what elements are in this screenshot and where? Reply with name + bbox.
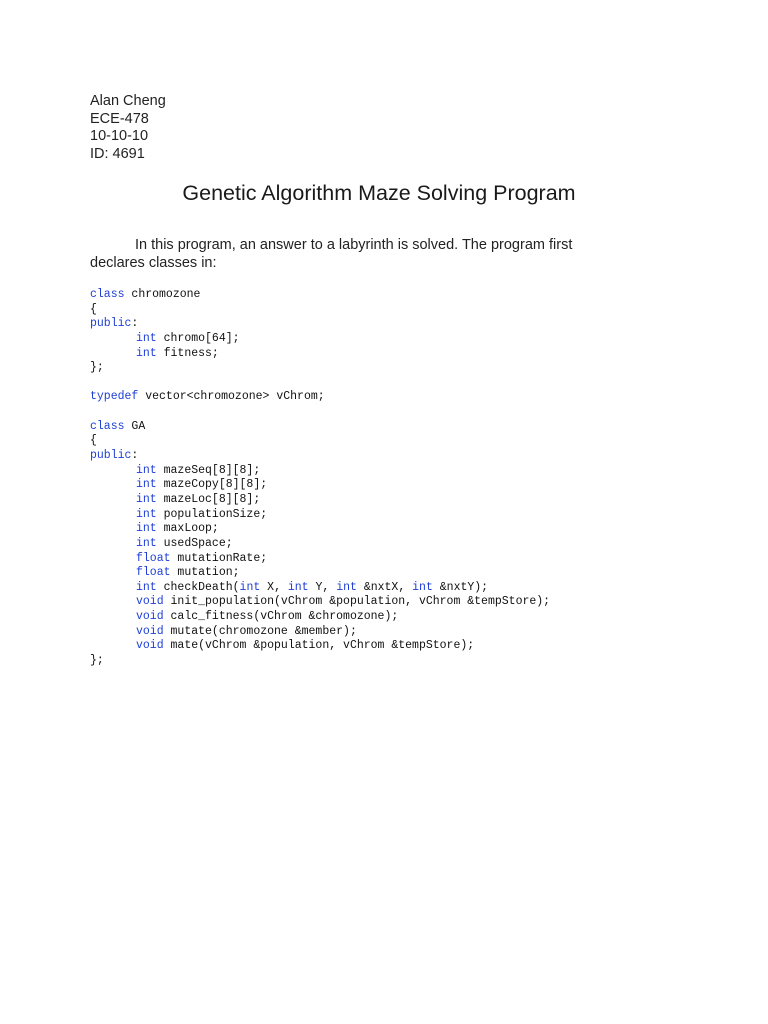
code-text: &nxtY); xyxy=(432,580,489,594)
code-keyword: public xyxy=(90,317,132,331)
code-line xyxy=(90,288,550,303)
code-keyword: float xyxy=(136,551,171,565)
code-line xyxy=(90,361,550,376)
code-keyword: int xyxy=(136,463,157,477)
code-text: { xyxy=(90,302,97,316)
code-keyword: void xyxy=(136,595,164,609)
intro-line-1: In this program, an answer to a labyrinth is solved. The program first xyxy=(135,237,573,253)
code-line xyxy=(90,390,550,405)
code-keyword: int xyxy=(136,331,157,345)
code-line xyxy=(90,654,550,669)
code-keyword: int xyxy=(136,580,157,594)
code-keyword: int xyxy=(136,522,157,536)
code-listing xyxy=(90,288,550,669)
document-title: Genetic Algorithm Maze Solving Program xyxy=(182,181,576,205)
code-text: }; xyxy=(90,361,104,375)
course-code: ECE-478 xyxy=(90,110,149,127)
code-text: }; xyxy=(90,654,104,668)
code-text: { xyxy=(90,434,97,448)
code-line xyxy=(90,522,550,537)
code-keyword: float xyxy=(136,566,171,580)
intro-line-2: declares classes in: xyxy=(90,255,217,271)
code-keyword: int xyxy=(136,492,157,506)
code-line xyxy=(90,332,550,347)
code-text: chromo[64]; xyxy=(156,331,240,345)
code-line xyxy=(90,317,550,332)
code-text: mazeCopy[8][8]; xyxy=(156,478,268,492)
code-line xyxy=(90,376,550,391)
code-text: : xyxy=(131,317,139,331)
code-line xyxy=(90,434,550,449)
code-text: mazeSeq[8][8]; xyxy=(156,463,261,477)
code-text: mate(vChrom &population, vChrom &tempStore); xyxy=(163,639,475,653)
code-text: &nxtX, xyxy=(356,580,413,594)
code-line xyxy=(90,449,550,464)
code-text: chromozone xyxy=(124,288,201,301)
code-text: populationSize; xyxy=(156,507,268,521)
code-line xyxy=(90,537,550,552)
code-keyword: void xyxy=(136,610,164,624)
code-text: calc_fitness(vChrom &chromozone); xyxy=(163,610,399,624)
code-line xyxy=(90,303,550,318)
code-line xyxy=(90,420,550,435)
author-name: Alan Cheng xyxy=(90,93,166,109)
author-header xyxy=(90,93,166,163)
student-id: ID: 4691 xyxy=(90,145,145,162)
code-keyword: public xyxy=(90,449,132,463)
code-text: checkDeath( xyxy=(156,580,240,594)
code-line xyxy=(90,347,550,362)
code-line xyxy=(90,464,550,479)
code-text: mutationRate; xyxy=(170,551,268,565)
code-line xyxy=(90,610,550,625)
code-text: X, xyxy=(260,580,288,594)
code-line xyxy=(90,508,550,523)
code-keyword: int xyxy=(239,580,261,594)
code-text: : xyxy=(131,449,139,463)
code-keyword: int xyxy=(412,580,433,594)
code-keyword: int xyxy=(136,536,157,550)
code-keyword: class xyxy=(90,288,125,301)
code-text: mazeLoc[8][8]; xyxy=(156,492,261,506)
code-line xyxy=(90,581,550,596)
code-text: GA xyxy=(124,419,146,433)
code-text: mutate(chromozone &member); xyxy=(163,624,357,638)
code-text: mutation; xyxy=(170,566,240,580)
code-keyword: typedef xyxy=(90,390,139,404)
code-text: maxLoop; xyxy=(156,522,219,536)
code-keyword: void xyxy=(136,639,164,653)
code-line xyxy=(90,405,550,420)
code-text: fitness; xyxy=(156,346,219,360)
code-keyword: void xyxy=(136,624,164,638)
code-keyword: class xyxy=(90,419,125,433)
code-line xyxy=(90,566,550,581)
code-text: usedSpace; xyxy=(156,536,233,550)
code-keyword: int xyxy=(336,580,357,594)
code-line xyxy=(90,625,550,640)
code-line xyxy=(90,595,550,610)
document-date: 10-10-10 xyxy=(90,128,149,144)
code-keyword: int xyxy=(136,478,157,492)
code-keyword: int xyxy=(136,346,157,360)
code-line xyxy=(90,552,550,567)
code-text: Y, xyxy=(308,580,337,594)
code-keyword: int xyxy=(136,507,157,521)
code-text: init_population(vChrom &population, vChrom &tempStore); xyxy=(163,595,551,609)
code-line xyxy=(90,639,550,654)
code-line xyxy=(90,478,550,493)
code-line xyxy=(90,493,550,508)
code-keyword: int xyxy=(287,580,309,594)
intro-paragraph xyxy=(90,236,610,272)
code-text: vector<chromozone> vChrom; xyxy=(138,390,325,404)
